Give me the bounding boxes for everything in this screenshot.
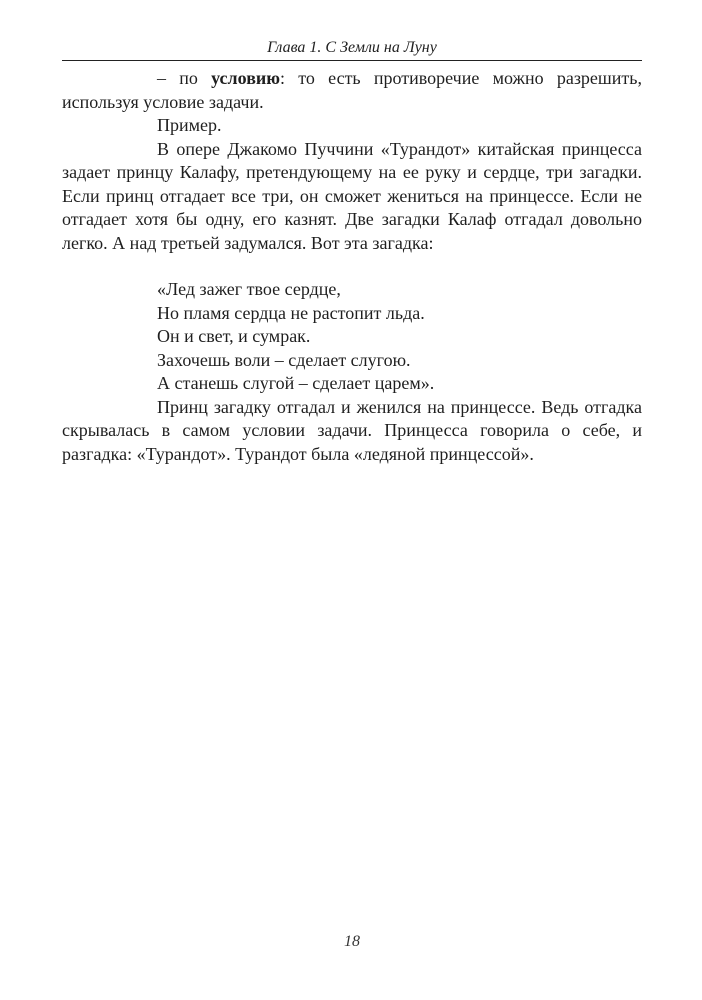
example-label: Пример. [157,115,222,135]
list-item-by-condition [62,67,642,114]
poem-line: Захочешь воли – сделает слугою. [157,349,411,370]
poem-line: «Лед зажег твое сердце, [157,279,341,299]
item-rest: : то есть противоречие можно разрешить, используя условие задачи. [62,68,642,112]
running-header: Глава 1. С Земли на Луну [267,39,437,56]
page-body [62,67,642,466]
item-term: условию [211,68,281,88]
item-dash: – [157,68,166,88]
paragraph-answer: Принц загадку отгадал и женился на принцессе. Ведь отгадка скрывалась в самом условии задачи. Принцесса говорила о себе, и разгадка: «Турандот». Турандот была «ледяной принцессой». [62,396,642,464]
riddle-poem [157,278,642,396]
paragraph-opera: В опере Джакомо Пуччини «Турандот» китайская принцесса задает принцу Калафу, претендующему на ее руку и сердце, три загадки. Если принц отгадает все три, он сможет жениться на принцессе. Если не отгадает хотя бы одну, его казнят. Две загадки Калаф отгадал довольно легко. А над третьей задумался. Вот эта загадка: [62,138,642,253]
page-number: 18 [344,933,360,950]
poem-line: Но пламя сердца не растопит льда. [157,302,425,323]
header-rule [62,60,642,61]
item-prefix: по [166,68,212,88]
poem-line: Он и свет, и сумрак. [157,326,311,346]
poem-line: А станешь слугой – сделает царем». [157,373,435,393]
